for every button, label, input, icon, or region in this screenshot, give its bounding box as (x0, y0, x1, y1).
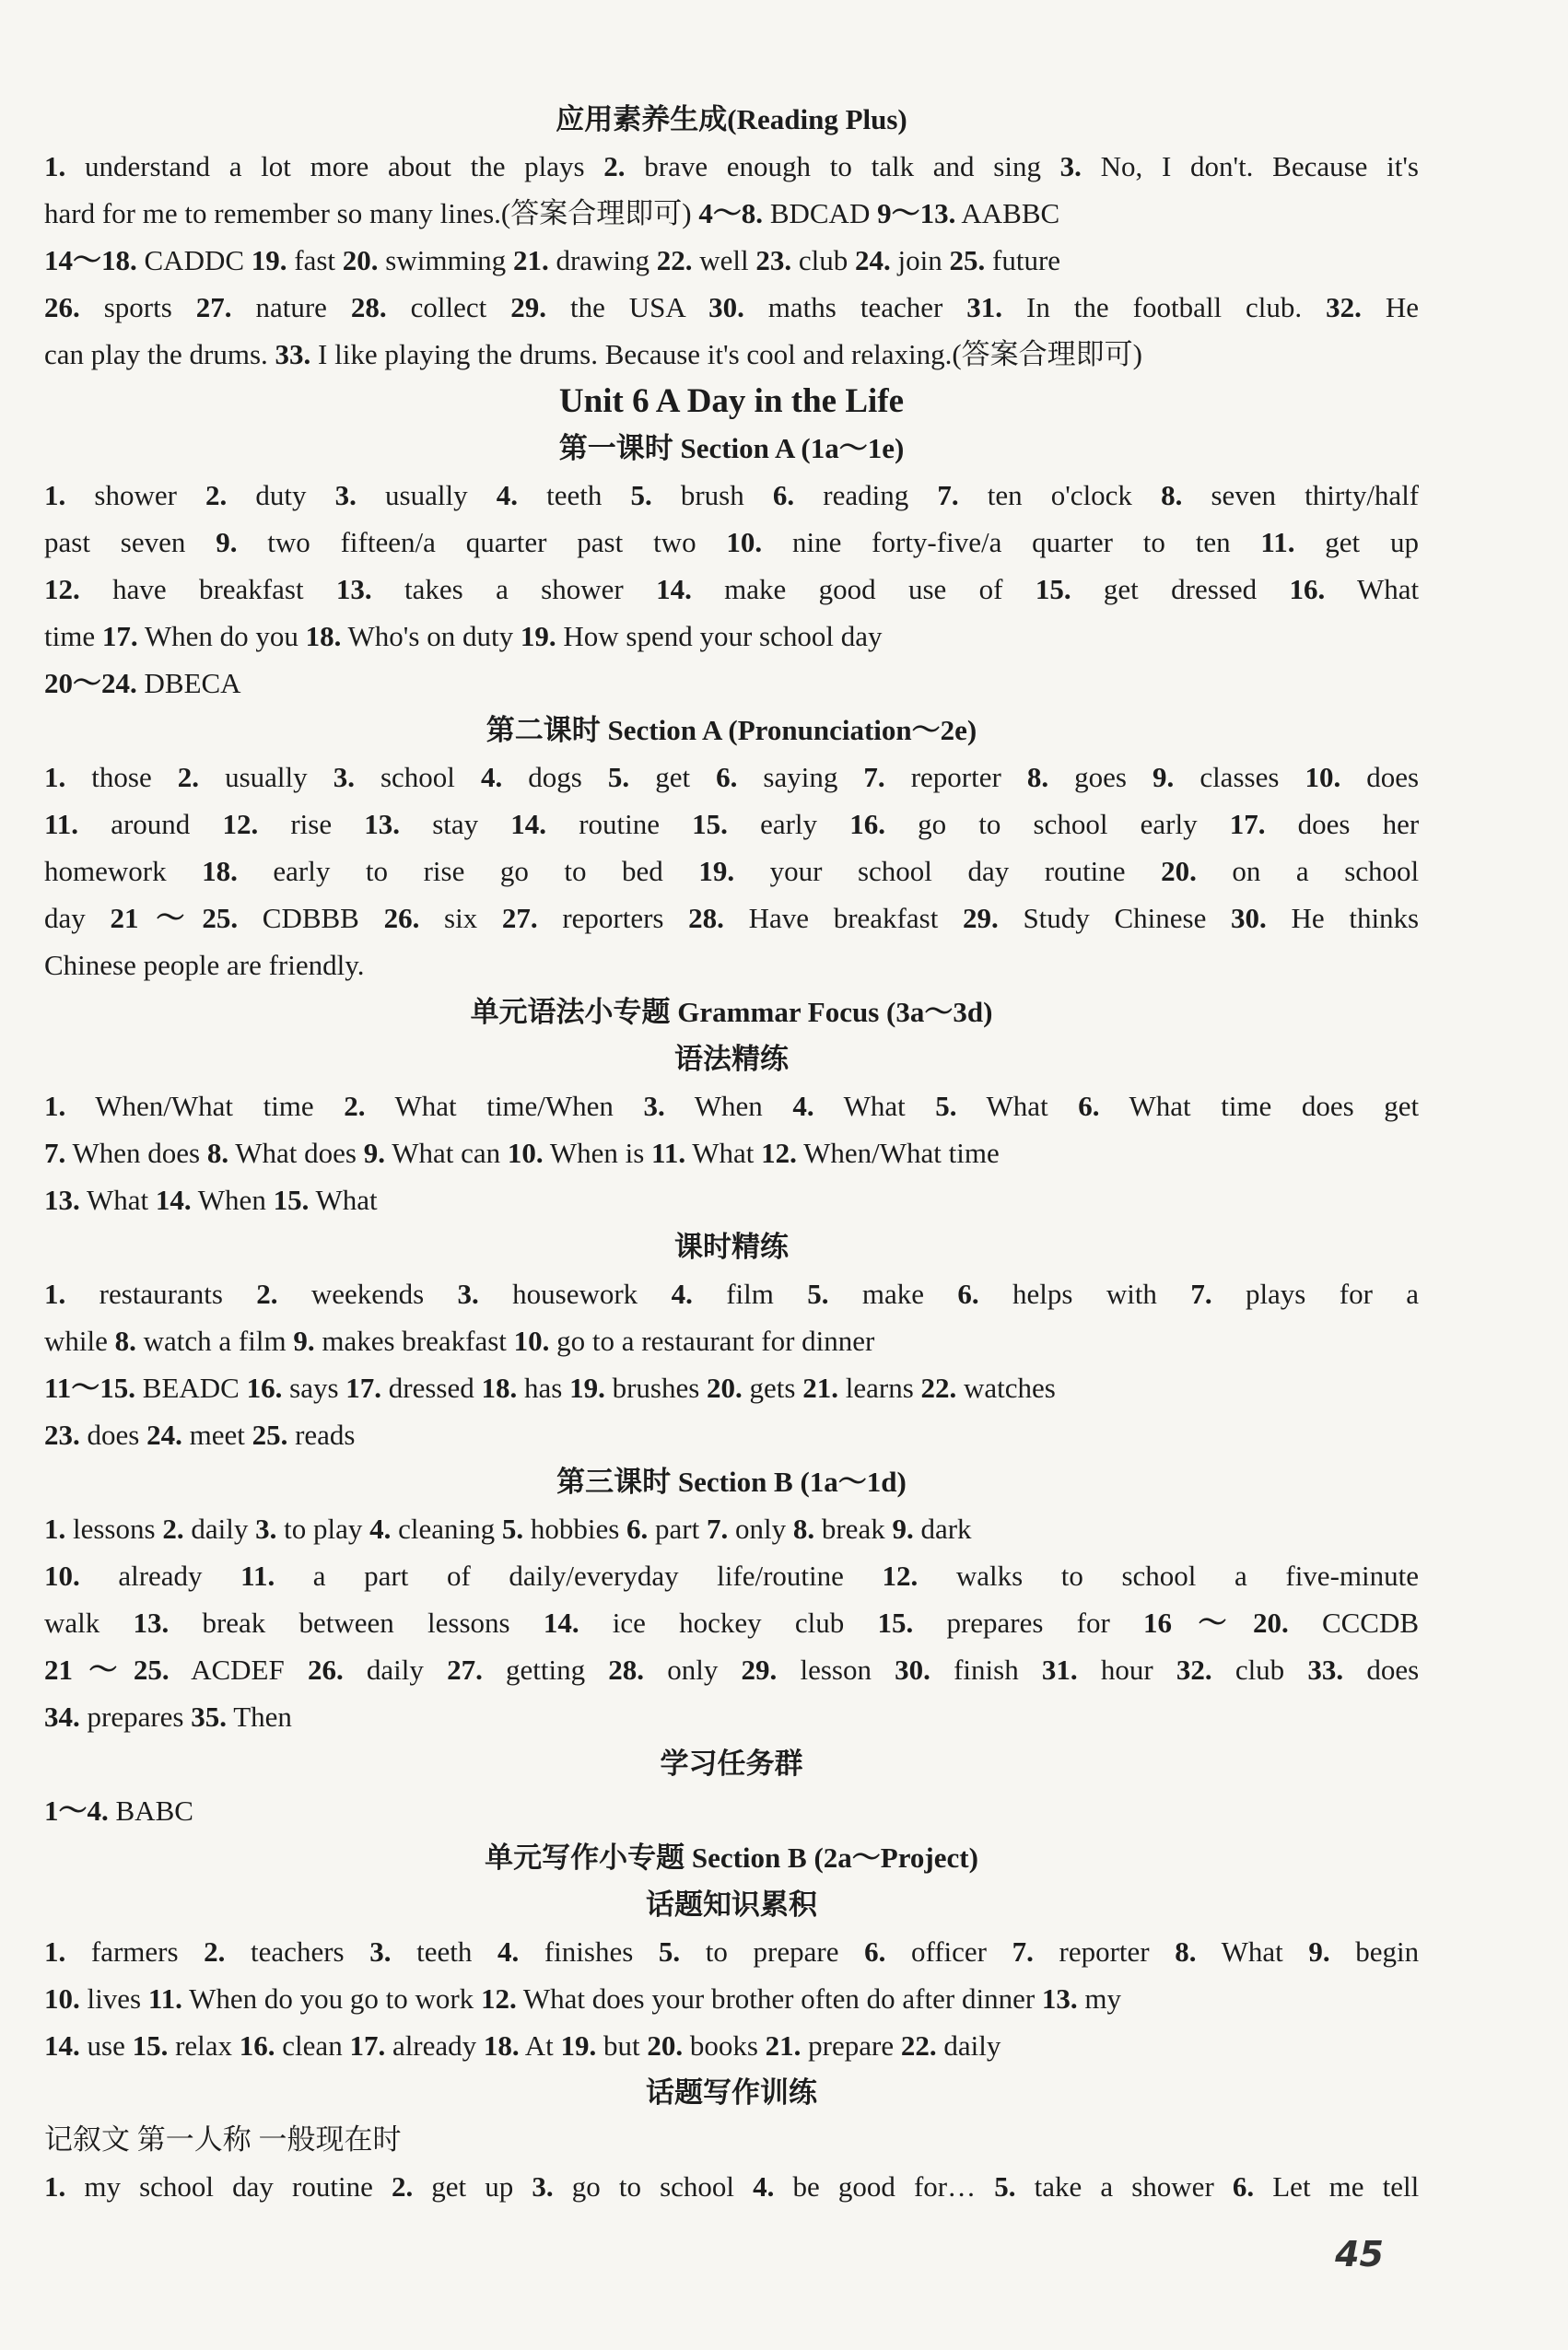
answer-number: 6. (1232, 2170, 1255, 2203)
answer-number: 12. (222, 808, 259, 840)
section-heading: 应用素养生成(Reading Plus) (556, 103, 907, 135)
section-heading: 单元语法小专题 Grammar Focus (3a～3d) (470, 996, 993, 1028)
answer-number: 15. (1035, 573, 1071, 605)
answer-number: 14. (656, 573, 692, 605)
answer-line: hard for me to remember so many lines.(答案合理即可) 4～8. BDCAD 9～13. AABBC (44, 197, 1060, 229)
answer-number: 17. (101, 620, 138, 652)
section-heading: 学习任务群 (660, 1748, 803, 1780)
answer-number: 5. (607, 761, 630, 793)
answer-number: 8. (206, 1137, 229, 1169)
answer-number: 16. (1289, 573, 1326, 605)
answer-number: 11. (1260, 526, 1295, 558)
answer-line: time 17. When do you 18. Who's on duty 19. How spend your school day (44, 620, 883, 652)
answer-number: 10. (726, 526, 763, 558)
answer-number: 15. (132, 2029, 169, 2062)
answer-line: Chinese people are friendly. (44, 949, 365, 981)
answer-number: 26. (307, 1654, 344, 1686)
answer-number: 9. (216, 526, 238, 558)
answer-number: 15. (273, 1184, 310, 1216)
answer-number: 11. (240, 1560, 275, 1592)
answer-number: 2. (391, 2170, 414, 2203)
answer-number: 17. (345, 1372, 382, 1404)
answer-number: 27. (501, 902, 538, 934)
answer-number: 21. (512, 244, 549, 276)
answer-number: 2. (256, 1278, 278, 1310)
answer-line: 26. sports 27. nature 28. collect 29. the USA 30. maths teacher 31. In the football club. 32. He (44, 291, 1419, 323)
answer-number: 6. (772, 479, 795, 511)
answer-line: 1. farmers 2. teachers 3. teeth 4. finishes 5. to prepare 6. officer 7. reporter 8. What 9. begin (44, 1935, 1419, 1968)
answer-number: 11. (651, 1137, 686, 1169)
answer-number: 20. (707, 1372, 743, 1404)
answer-line: can play the drums. 33. I like playing the drums. Because it's cool and relaxing.(答案合理即可) (44, 338, 1142, 370)
answer-number: 29. (741, 1654, 778, 1686)
answer-number: 11～15. (44, 1372, 136, 1404)
answer-number: 8. (114, 1325, 136, 1357)
answer-line: 21～25. ACDEF 26. daily 27. getting 28. only 29. lesson 30. finish 31. hour 32. club 33. does (44, 1654, 1419, 1686)
answer-number: 3. (255, 1513, 277, 1545)
section-heading: 第三课时 Section B (1a～1d) (556, 1466, 907, 1498)
answer-number: 14. (543, 1607, 579, 1639)
answer-line: 7. When does 8. What does 9. What can 10. When is 11. What 12. When/What time (44, 1137, 1000, 1169)
answer-number: 4. (753, 2170, 775, 2203)
answer-number: 12. (480, 1982, 517, 2015)
answer-line: 20～24. DBECA (44, 667, 241, 699)
answer-number: 1. (44, 1513, 66, 1545)
answer-line: 记叙文 第一人称 一般现在时 (44, 2123, 402, 2156)
answer-number: 26. (44, 291, 80, 323)
answer-number: 7. (1190, 1278, 1212, 1310)
answer-number: 10. (513, 1325, 550, 1357)
section-heading: 语法精练 (674, 1043, 789, 1075)
answer-number: 1. (44, 150, 66, 182)
answer-number: 4. (497, 1935, 520, 1968)
answer-number: 1. (44, 761, 66, 793)
answer-number: 13. (1041, 1982, 1078, 2015)
answer-number: 24. (855, 244, 891, 276)
answer-number: 3. (532, 2170, 554, 2203)
answer-number: 6. (957, 1278, 979, 1310)
answer-number: 17. (1229, 808, 1266, 840)
answer-number: 12. (761, 1137, 797, 1169)
answer-number: 6. (864, 1935, 886, 1968)
answer-number: 30. (708, 291, 744, 323)
answer-number: 18. (202, 855, 238, 887)
answer-number: 24. (146, 1419, 182, 1451)
answer-number: 19. (569, 1372, 605, 1404)
answer-number: 6. (1078, 1090, 1100, 1122)
answer-line: 12. have breakfast 13. takes a shower 14. make good use of 15. get dressed 16. What (44, 573, 1419, 605)
answer-number: 23. (44, 1419, 80, 1451)
answer-number: 1. (44, 479, 66, 511)
answer-number: 10. (44, 1982, 80, 2015)
answer-number: 8. (1175, 1935, 1197, 1968)
answer-number: 7. (44, 1137, 66, 1169)
section-heading: 话题知识累积 (646, 1888, 817, 1921)
answer-number: 16. (849, 808, 885, 840)
answer-number: 4. (480, 761, 503, 793)
answer-number: 4. (496, 479, 518, 511)
answer-number: 3. (643, 1090, 665, 1122)
answer-number: 30. (1231, 902, 1267, 934)
answer-number: 20. (647, 2029, 684, 2062)
answer-number: 5. (658, 1935, 681, 1968)
answer-number: 14. (44, 2029, 80, 2062)
answer-number: 20. (342, 244, 379, 276)
answer-line: while 8. watch a film 9. makes breakfast 10. go to a restaurant for dinner (44, 1325, 875, 1357)
answer-number: 1. (44, 2170, 66, 2203)
answer-number: 5. (935, 1090, 957, 1122)
answer-number: 22. (900, 2029, 937, 2062)
answer-number: 8. (1026, 761, 1049, 793)
answer-number: 3. (457, 1278, 479, 1310)
answer-number: 34. (44, 1701, 80, 1733)
answer-number: 2. (603, 150, 626, 182)
answer-number: 3. (1059, 150, 1082, 182)
answer-line: 14. use 15. relax 16. clean 17. already 18. At 19. but 20. books 21. prepare 22. daily (44, 2029, 1001, 2062)
answer-number: 16. (246, 1372, 283, 1404)
answer-number: 32. (1326, 291, 1362, 323)
answer-number: 31. (1041, 1654, 1078, 1686)
answer-number: 25. (949, 244, 986, 276)
answer-number: 5. (501, 1513, 524, 1545)
answer-line: 34. prepares 35. Then (44, 1701, 292, 1733)
answer-number: 18. (305, 620, 342, 652)
answer-number: 28. (608, 1654, 645, 1686)
answer-line: 10. already 11. a part of daily/everyday life/routine 12. walks to school a five-minute (44, 1560, 1419, 1592)
answer-number: 6. (626, 1513, 649, 1545)
answer-line: homework 18. early to rise go to bed 19. your school day routine 20. on a school (44, 855, 1419, 887)
answer-number: 33. (275, 338, 311, 370)
answer-number: 19. (560, 2029, 597, 2062)
answer-line: 1. When/What time 2. What time/When 3. When 4. What 5. What 6. What time does get (44, 1090, 1419, 1122)
answer-number: 1. (44, 1090, 66, 1122)
answer-number: 2. (177, 761, 200, 793)
answer-number: 7. (1012, 1935, 1034, 1968)
answer-number: 4. (792, 1090, 814, 1122)
answer-number: 19. (251, 244, 287, 276)
answer-number: 21. (802, 1372, 838, 1404)
answer-number: 16. (239, 2029, 275, 2062)
answer-number: 8. (1161, 479, 1183, 511)
answer-number: 9. (293, 1325, 315, 1357)
answer-number: 19. (520, 620, 556, 652)
answer-number: 3. (334, 479, 357, 511)
answer-number: 16～20. (1143, 1607, 1289, 1639)
answer-number: 2. (344, 1090, 366, 1122)
answer-line: 1. restaurants 2. weekends 3. housework 4. film 5. make 6. helps with 7. plays for a (44, 1278, 1419, 1310)
answer-number: 18. (481, 1372, 518, 1404)
answer-number: 21～25. (44, 1654, 170, 1686)
section-heading: 话题写作训练 (646, 2076, 817, 2109)
answer-number: 4. (671, 1278, 693, 1310)
answer-line: 1. those 2. usually 3. school 4. dogs 5. get 6. saying 7. reporter 8. goes 9. classes 10. does (44, 761, 1419, 793)
answer-number: 5. (994, 2170, 1016, 2203)
section-heading: 第二课时 Section A (Pronunciation～2e) (486, 714, 977, 746)
answer-number: 15. (692, 808, 728, 840)
answer-number: 14. (155, 1184, 192, 1216)
answer-number: 9. (892, 1513, 914, 1545)
answer-number: 2. (205, 479, 228, 511)
answer-number: 28. (350, 291, 387, 323)
answer-line: 1. understand a lot more about the plays 2. brave enough to talk and sing 3. No, I don't. Because it's (44, 150, 1419, 182)
answer-line: 11. around 12. rise 13. stay 14. routine 15. early 16. go to school early 17. does her (44, 808, 1419, 840)
answer-number: 10. (507, 1137, 544, 1169)
answer-number: 11. (44, 808, 79, 840)
answer-number: 20. (1161, 855, 1197, 887)
answer-number: 6. (716, 761, 738, 793)
answer-number: 21～25. (110, 902, 239, 934)
answer-number: 14～18. (44, 244, 137, 276)
answer-number: 20～24. (44, 667, 137, 699)
answer-number: 7. (863, 761, 885, 793)
page-number: 45 (1335, 2234, 1384, 2274)
answer-line: 13. What 14. When 15. What (44, 1184, 378, 1216)
answer-number: 28. (688, 902, 724, 934)
answer-number: 2. (204, 1935, 226, 1968)
answer-number: 10. (44, 1560, 80, 1592)
unit-title: Unit 6 A Day in the Life (558, 382, 905, 420)
answer-number: 11. (147, 1982, 182, 2015)
answer-number: 26. (383, 902, 420, 934)
answer-number: 1. (44, 1935, 66, 1968)
answer-number: 8. (792, 1513, 815, 1545)
answer-line: 11～15. BEADC 16. says 17. dressed 18. has 19. brushes 20. gets 21. learns 22. watches (44, 1372, 1056, 1404)
answer-number: 10. (1305, 761, 1341, 793)
answer-line: 14～18. CADDC 19. fast 20. swimming 21. drawing 22. well 23. club 24. join 25. future (44, 244, 1061, 276)
answer-line: 23. does 24. meet 25. reads (44, 1419, 356, 1451)
answer-number: 7. (706, 1513, 729, 1545)
answer-number: 13. (364, 808, 401, 840)
answer-number: 9. (1153, 761, 1175, 793)
answer-number: 22. (920, 1372, 957, 1404)
answer-number: 32. (1176, 1654, 1212, 1686)
answer-number: 17. (349, 2029, 386, 2062)
answer-line: 1～4. BABC (44, 1795, 193, 1827)
answer-number: 18. (483, 2029, 520, 2062)
answer-number: 1. (44, 1278, 66, 1310)
answer-number: 7. (937, 479, 959, 511)
answer-number: 9. (363, 1137, 385, 1169)
answer-number: 33. (1307, 1654, 1344, 1686)
answer-number: 9～13. (877, 197, 956, 229)
answer-number: 29. (510, 291, 546, 323)
answer-number: 14. (510, 808, 547, 840)
answer-number: 19. (698, 855, 735, 887)
answer-number: 2. (162, 1513, 184, 1545)
section-heading: 课时精练 (674, 1231, 789, 1263)
answer-number: 13. (44, 1184, 80, 1216)
answer-line: walk 13. break between lessons 14. ice hockey club 15. prepares for 16～20. CCCDB (44, 1607, 1419, 1639)
answer-number: 15. (877, 1607, 914, 1639)
answer-number: 30. (895, 1654, 930, 1686)
answer-number: 21. (765, 2029, 802, 2062)
answer-line: 1. lessons 2. daily 3. to play 4. cleaning 5. hobbies 6. part 7. only 8. break 9. dark (44, 1513, 972, 1545)
answer-number: 1～4. (44, 1795, 109, 1827)
answer-number: 12. (882, 1560, 919, 1592)
answer-line: 1. shower 2. duty 3. usually 4. teeth 5. brush 6. reading 7. ten o'clock 8. seven thirty/half (44, 479, 1419, 511)
answer-line: 10. lives 11. When do you go to work 12. What does your brother often do after dinner 13. my (44, 1982, 1122, 2015)
section-heading: 单元写作小专题 Section B (2a～Project) (485, 1841, 978, 1874)
answer-number: 22. (656, 244, 693, 276)
answer-line: past seven 9. two fifteen/a quarter past two 10. nine forty-five/a quarter to ten 11. get up (44, 526, 1419, 558)
answer-number: 29. (963, 902, 999, 934)
answer-number: 13. (133, 1607, 170, 1639)
answer-number: 5. (807, 1278, 829, 1310)
section-heading: 第一课时 Section A (1a～1e) (558, 432, 905, 464)
answer-line: day 21～25. CDBBB 26. six 27. reporters 28. Have breakfast 29. Study Chinese 30. He thinks (44, 902, 1419, 934)
answer-number: 27. (195, 291, 232, 323)
answer-number: 35. (191, 1701, 227, 1733)
answer-key-page (44, 96, 1419, 2210)
answer-line: 1. my school day routine 2. get up 3. go to school 4. be good for… 5. take a shower 6. Let me tell (44, 2170, 1419, 2203)
answer-number: 25. (252, 1419, 288, 1451)
answer-number: 4～8. (698, 197, 764, 229)
answer-number: 27. (447, 1654, 483, 1686)
answer-number: 13. (335, 573, 372, 605)
answer-number: 12. (44, 573, 80, 605)
answer-number: 3. (333, 761, 355, 793)
answer-number: 31. (966, 291, 1003, 323)
answer-number: 3. (369, 1935, 392, 1968)
answer-number: 5. (630, 479, 652, 511)
answer-number: 23. (755, 244, 792, 276)
answer-number: 9. (1308, 1935, 1330, 1968)
answer-number: 4. (369, 1513, 392, 1545)
